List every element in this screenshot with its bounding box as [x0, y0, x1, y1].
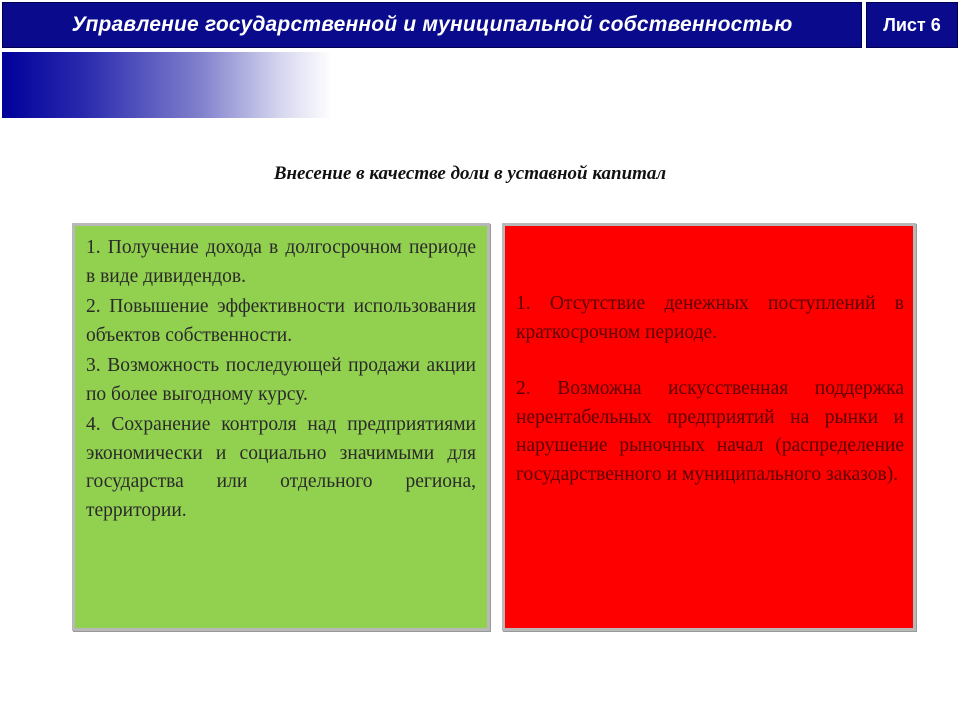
disadvantages-panel — [502, 223, 916, 631]
sheet-number-badge — [866, 2, 958, 48]
disadvantage-item-2: 2. Возможна искусственная поддержка нерентабельных предприятий на рынки и нарушение рыночных начал (распределение государственного и муниципального заказов). — [516, 378, 904, 485]
advantage-item-2: 2. Повышение эффективности использования объектов собственности. — [86, 296, 476, 346]
disadvantage-item-1: 1. Отсутствие денежных поступлений в краткосрочном периоде. — [516, 293, 904, 343]
slide-subtitle: Внесение в качестве доли в уставной капитал — [273, 163, 667, 184]
advantage-item-4: 4. Сохранение контроля над предприятиями экономически и социально значимыми для государства или отдельного региона, территории. — [86, 414, 476, 521]
decorative-gradient-band — [2, 52, 332, 118]
page-title: Управление государственной и муниципальной собственностью — [71, 13, 793, 36]
header-title-bar — [2, 2, 862, 48]
sheet-number-label: Лист 6 — [883, 14, 941, 35]
advantage-item-1: 1. Получение дохода в долгосрочном периоде в виде дивидендов. — [86, 237, 476, 287]
advantages-panel — [72, 223, 490, 631]
advantage-item-3: 3. Возможность последующей продажи акции по более выгодному курсу. — [86, 355, 476, 405]
